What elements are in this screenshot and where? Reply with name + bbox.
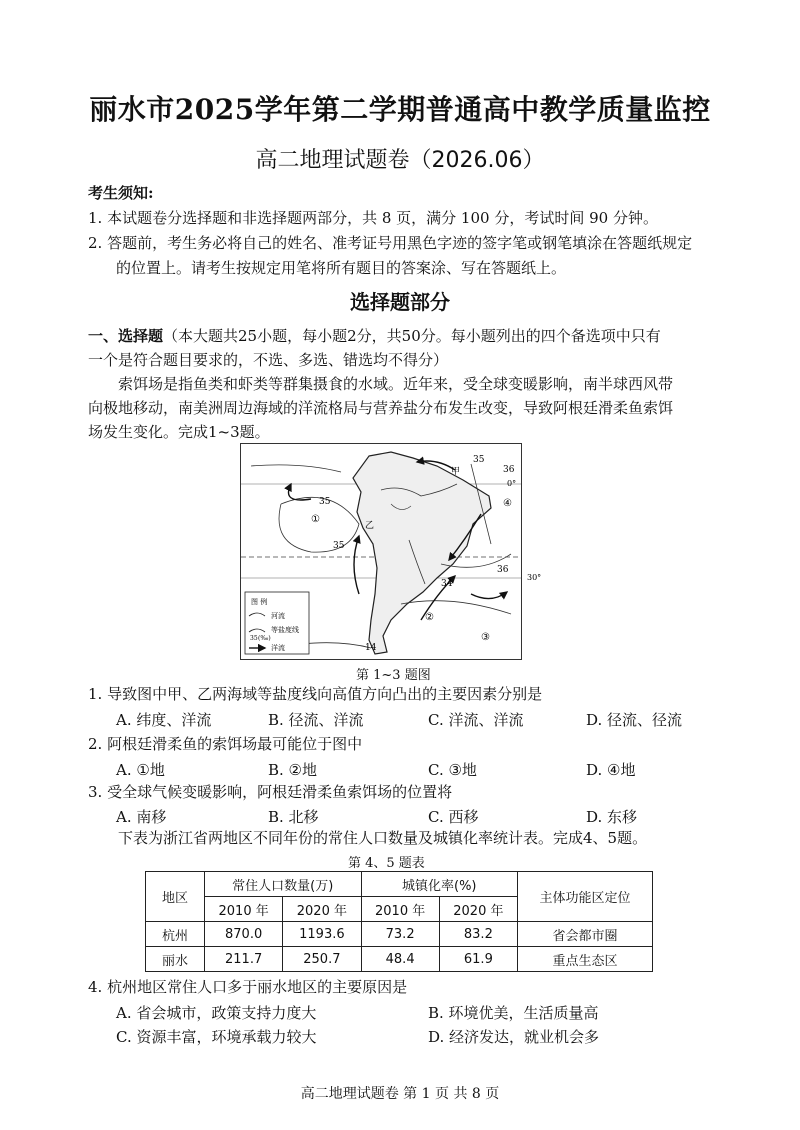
map-svg [241, 444, 542, 659]
map-caption: 第 1~3 题图 [356, 668, 431, 683]
table-caption: 第 4、5 题表 [348, 856, 425, 871]
th-urbanization: 城镇化率(%) [361, 872, 518, 897]
q2-option-a: A. ①地 [116, 761, 165, 779]
current-arrow-peru [354, 536, 359, 594]
cell-urban-2010: 73.2 [361, 922, 439, 947]
part1-lead-bold: 一、选择题 [88, 327, 164, 345]
legend-isoline-value: 35 [250, 635, 258, 642]
cell-region: 丽水 [146, 947, 205, 972]
q2-option-c: C. ③地 [428, 761, 477, 779]
map-label-site-1: ① [311, 514, 320, 525]
th-pop-2020: 2020 年 [283, 897, 361, 922]
exam-subtitle: 高二地理试题卷（2026.06） [255, 148, 545, 173]
cell-pop-2010: 870.0 [205, 922, 283, 947]
part1-lead [88, 326, 661, 346]
map-label-site-2: ② [425, 612, 434, 623]
isoline-14 [301, 643, 371, 648]
q1-option-a: A. 纬度、洋流 [116, 711, 212, 729]
q3-option-a: A. 南移 [116, 808, 167, 826]
table-row [146, 947, 653, 972]
q2-option-b: B. ②地 [268, 761, 318, 779]
notice-heading: 考生须知: [88, 184, 154, 202]
legend-isoline-unit: (‰) [258, 635, 271, 642]
map-label-35b: 35 [333, 541, 345, 551]
part1-lead-rest: （本大题共25小题，每小题2分，共50分。每小题列出的四个备选项中只有 [163, 327, 661, 345]
question-1-stem: 1. 导致图中甲、乙两海域等盐度线向高值方向凸出的主要因素分别是 [88, 685, 543, 703]
q3-option-d: D. 东移 [586, 808, 638, 826]
q4-option-b: B. 环境优美，生活质量高 [428, 1004, 599, 1022]
section-title: 选择题部分 [350, 290, 450, 314]
cell-pop-2020: 1193.6 [283, 922, 361, 947]
map-label-site-4: ④ [503, 498, 512, 509]
map-label-36a: 36 [503, 465, 515, 475]
map-label-35c: 35 [473, 455, 485, 465]
map-label-34: 34 [441, 579, 453, 589]
q4-option-c: C. 资源丰富，环境承载力较大 [116, 1028, 317, 1046]
legend-river-label: 河流 [271, 612, 285, 620]
cell-urban-2010: 48.4 [361, 947, 439, 972]
map-label-site-3: ③ [481, 632, 490, 643]
notice-item-2a: 2. 答题前，考生务必将自己的姓名、准考证号用黑色字迹的签字笔或钢笔填涂在答题纸规定 [88, 234, 693, 252]
th-function: 主体功能区定位 [518, 872, 653, 922]
th-pop-2010: 2010 年 [205, 897, 283, 922]
map-label-lat30: 30° [527, 573, 542, 582]
passage-line-2: 向极地移动，南美洲周边海域的洋流格局与营养盐分布发生改变，导致阿根廷滑柔鱼索饵 [88, 399, 674, 417]
q3-option-c: C. 西移 [428, 808, 479, 826]
current-arrow-east [471, 592, 507, 599]
cell-pop-2010: 211.7 [205, 947, 283, 972]
question-2-stem: 2. 阿根廷滑柔鱼的索饵场最可能位于图中 [88, 735, 363, 753]
q2-option-d: D. ④地 [586, 761, 636, 779]
map-label-jia: 甲 [451, 467, 461, 477]
question-3-stem: 3. 受全球气候变暖影响，阿根廷滑柔鱼索饵场的位置将 [88, 783, 453, 801]
page-footer: 高二地理试题卷 第 1 页 共 8 页 [300, 1086, 500, 1102]
th-urban-2020: 2020 年 [439, 897, 517, 922]
map-label-yi: 乙 [365, 521, 375, 531]
legend-title: 图 例 [251, 598, 268, 606]
passage-line-1: 索饵场是指鱼类和虾类等群集摄食的水域。近年来，受全球变暖影响，南半球西风带 [118, 375, 674, 393]
q3-option-b: B. 北移 [268, 808, 319, 826]
cell-pop-2020: 250.7 [283, 947, 361, 972]
legend-isoline-label: 等盐度线 [271, 626, 299, 634]
q4-option-d: D. 经济发达，就业机会多 [428, 1028, 600, 1046]
map-label-lat0: 0° [507, 479, 517, 488]
isoline-35-north [251, 465, 341, 472]
south-america-landmass [353, 452, 491, 654]
table-row [146, 922, 653, 947]
table-intro: 下表为浙江省两地区不同年份的常住人口数量及城镇化率统计表。完成4、5题。 [118, 829, 648, 847]
cell-function: 重点生态区 [518, 947, 653, 972]
isoline-34 [401, 601, 511, 614]
th-region: 地区 [146, 872, 205, 922]
south-america-current-map [240, 443, 542, 660]
th-population: 常住人口数量(万) [205, 872, 362, 897]
population-table [145, 871, 653, 972]
q1-option-b: B. 径流、洋流 [268, 711, 364, 729]
q1-option-d: D. 径流、径流 [586, 711, 683, 729]
legend-current-label: 洋流 [271, 644, 285, 652]
notice-item-2b: 的位置上。请考生按规定用笔将所有题目的答案涂、写在答题纸上。 [116, 259, 567, 277]
part1-lead-2: 一个是符合题目要求的，不选、多选、错选均不得分） [88, 351, 449, 369]
map-label-35a: 35 [319, 497, 331, 507]
cell-urban-2020: 61.9 [439, 947, 517, 972]
question-4-stem: 4. 杭州地区常住人口多于丽水地区的主要原因是 [88, 978, 408, 996]
cell-urban-2020: 83.2 [439, 922, 517, 947]
passage-line-3: 场发生变化。完成1~3题。 [88, 423, 270, 441]
cell-region: 杭州 [146, 922, 205, 947]
map-label-14: 14 [365, 643, 377, 653]
exam-title: 丽水市2025学年第二学期普通高中教学质量监控 [89, 93, 711, 126]
notice-item-1: 1. 本试题卷分选择题和非选择题两部分，共 8 页，满分 100 分，考试时间 90 分钟。 [88, 209, 658, 227]
cell-function: 省会都市圈 [518, 922, 653, 947]
th-urban-2010: 2010 年 [361, 897, 439, 922]
q4-option-a: A. 省会城市，政策支持力度大 [116, 1004, 317, 1022]
map-label-36b: 36 [497, 565, 509, 575]
q1-option-c: C. 洋流、洋流 [428, 711, 524, 729]
